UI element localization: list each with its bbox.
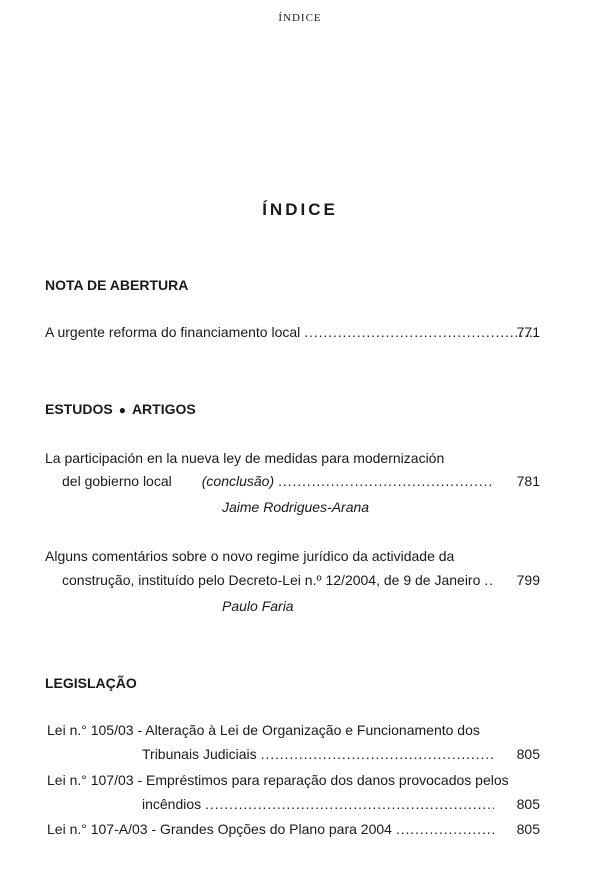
section-heading-estudos [45, 401, 196, 417]
toc-entry-title-cont: incêndios [142, 796, 202, 812]
running-head: ÍNDICE [278, 12, 322, 24]
toc-entry-article-2[interactable] [62, 572, 496, 588]
bullet-icon: ● [118, 403, 126, 417]
toc-entry-nota[interactable] [45, 324, 540, 340]
toc-entry-title-cont: construção, instituído pelo Decreto-Lei n.º 12/2004, de 9 de Janeiro [62, 572, 481, 588]
heading-estudos: ESTUDOS [45, 401, 113, 417]
toc-entry-title: Lei n.° 107-A/03 - Grandes Opções do Plano para 2004 [47, 821, 392, 837]
section-heading-nota: NOTA DE ABERTURA [45, 277, 189, 293]
leader-dots [484, 572, 492, 588]
page-number: 799 [516, 572, 540, 588]
page-number: 805 [516, 821, 540, 837]
leader-dots [205, 796, 494, 812]
page-number: 805 [516, 746, 540, 762]
toc-entry-title: A urgente reforma do financiamento local [45, 324, 301, 340]
toc-entry-title[interactable]: Alguns comentários sobre o novo regime jurídico da actividade da [45, 548, 455, 564]
page-number: 805 [516, 796, 540, 812]
leader-dots [278, 473, 492, 489]
toc-entry-lei-107[interactable] [142, 796, 498, 812]
toc-entry-note: (conclusão) [201, 473, 275, 489]
toc-entry-title[interactable]: Lei n.° 105/03 - Alteração à Lei de Organização e Funcionamento dos [47, 722, 480, 738]
toc-entry-title[interactable]: Lei n.° 107/03 - Empréstimos para reparação dos danos provocados pelos [47, 772, 509, 788]
page-number: 781 [516, 473, 540, 489]
toc-entry-title-cont: Tribunais Judiciais [142, 746, 257, 762]
leader-dots [396, 821, 494, 837]
toc-entry-lei-107a[interactable] [47, 821, 498, 837]
toc-entry-title-cont: del gobierno local [62, 473, 172, 489]
page-number: 771 [516, 324, 540, 340]
toc-entry-article-1[interactable] [62, 473, 496, 489]
toc-entry-lei-105[interactable] [142, 746, 498, 762]
leader-dots [261, 746, 494, 762]
heading-artigos: ARTIGOS [131, 401, 196, 417]
author-name: Paulo Faria [222, 598, 294, 614]
toc-entry-title[interactable]: La participación en la nueva ley de medidas para modernización [45, 450, 445, 466]
author-name: Jaime Rodrigues-Arana [222, 499, 370, 515]
section-heading-legislacao: LEGISLAÇÃO [45, 675, 137, 691]
page-title: ÍNDICE [262, 200, 338, 219]
